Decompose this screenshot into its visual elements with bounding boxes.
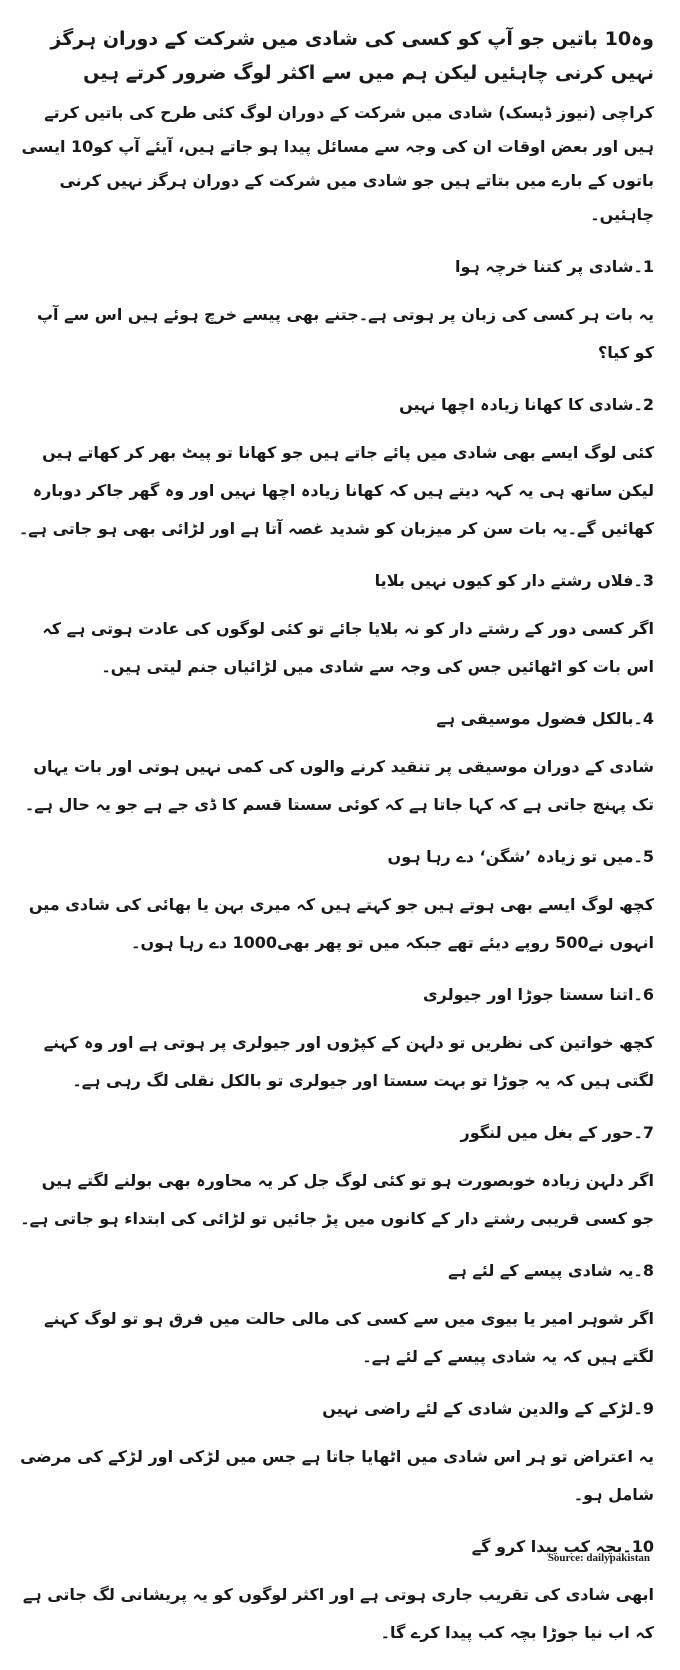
item-heading: 4۔بالکل فضول موسیقی ہے — [436, 709, 654, 728]
item-heading: 9۔لڑکے کے والدین شادی کے لئے راضی نہیں — [322, 1399, 654, 1418]
article — [18, 22, 654, 1670]
list-item — [18, 1118, 654, 1238]
list-item — [18, 980, 654, 1100]
item-body: اگر شوہر امیر یا بیوی میں سے کسی کی مالی حالت میں فرق ہو تو لوگ کہنے لگتے ہیں کہ یہ شادی پیسے کے لئے ہے۔ — [44, 1309, 654, 1366]
list-item — [18, 390, 654, 548]
item-heading: 8۔یہ شادی پیسے کے لئے ہے — [448, 1261, 654, 1280]
item-body: شادی کے دوران موسیقی پر تنقید کرنے والوں کی کمی نہیں ہوتی اور بات یہاں تک پہنچ جاتی ہے کہ کہا جاتا ہے کہ کوئی سستا قسم کا ڈی جے ہے جو یہ حال ہے۔ — [24, 757, 654, 814]
item-body: کئی لوگ ایسے بھی شادی میں پائے جاتے ہیں جو کھانا تو پیٹ بھر کر کھاتے ہیں لیکن ساتھ ہی یہ کہہ دیتے ہیں کہ کھانا زیادہ اچھا نہیں اور وہ گھر جاکر دوبارہ کھائیں گے۔یہ بات سن کر میزبان کو شدید غصہ آتا ہے اور لڑائی بھی ہو جاتی ہے۔ — [18, 443, 654, 538]
item-heading: 2۔شادی کا کھانا زیادہ اچھا نہیں — [399, 395, 654, 414]
list-item — [18, 1532, 654, 1652]
list-item — [18, 1394, 654, 1514]
list-item — [18, 1256, 654, 1376]
item-heading: 5۔میں تو زیادہ ’شگن‘ دے رہا ہوں — [387, 847, 654, 866]
item-body: اگر کسی دور کے رشتے دار کو نہ بلایا جائے تو کئی لوگوں کی عادت ہوتی ہے کہ اس بات کو اٹھائیں جس کی وجہ سے شادی میں لڑائیاں جنم لیتی ہیں۔ — [42, 619, 654, 676]
item-heading: 3۔فلاں رشتے دار کو کیوں نہیں بلایا — [374, 571, 654, 590]
item-body: کچھ خواتین کی نظریں تو دلہن کے کپڑوں اور جیولری پر ہوتی ہے اور وہ کہنے لگتی ہیں کہ یہ جوڑا تو بہت سستا اور جیولری تو بالکل نقلی لگ رہی ہے۔ — [43, 1033, 654, 1090]
item-body: اگر دلہن زیادہ خوبصورت ہو تو کئی لوگ جل کر یہ محاورہ بھی بولنے لگتے ہیں جو کسی قریبی رشتے دار کے کانوں میں پڑ جائیں تو لڑائی کی ابتداء ہو جاتی ہے۔ — [20, 1171, 654, 1228]
list-item — [18, 704, 654, 824]
item-body: کچھ لوگ ایسے بھی ہوتے ہیں جو کہتے ہیں کہ میری بہن یا بھائی کی شادی میں انہوں نے500 روپے دیئے تھے جبکہ میں تو پھر بھی1000 دے رہا ہوں۔ — [28, 895, 654, 952]
list-item — [18, 566, 654, 686]
article-intro: کراچی (نیوز ڈیسک) شادی میں شرکت کے دوران لوگ کئی طرح کی باتیں کرتے ہیں اور بعض اوقات ان کی وجہ سے مسائل پیدا ہو جاتے ہیں، آیئے آپ کو10 ایسی باتوں کے بارے میں بتاتے ہیں جو شادی میں شرکت کے دوران ہرگز نہیں کرنی چاہئیں۔ — [21, 103, 654, 224]
list-item — [18, 842, 654, 962]
item-heading: 7۔حور کے بغل میں لنگور — [460, 1123, 654, 1142]
item-body: یہ اعتراض تو ہر اس شادی میں اٹھایا جاتا ہے جس میں لڑکی اور لڑکے کی مرضی شامل ہو۔ — [20, 1447, 654, 1504]
list-item — [18, 252, 654, 372]
item-body: ابھی شادی کی تقریب جاری ہوتی ہے اور اکثر لوگوں کو یہ پریشانی لگ جاتی ہے کہ اب نیا جوڑا بچہ کب پیدا کرے گا۔ — [22, 1585, 654, 1642]
source-credit: Source: dailypakistan — [547, 1552, 650, 1564]
item-body: یہ بات ہر کسی کی زبان پر ہوتی ہے۔جتنے بھی پیسے خرچ ہوئے ہیں اس سے آپ کو کیا؟ — [36, 305, 654, 362]
article-title: وہ10 باتیں جو آپ کو کسی کی شادی میں شرکت کے دوران ہرگز نہیں کرنی چاہئیں لیکن ہم میں سے اکثر لوگ ضرور کرتے ہیں — [50, 28, 654, 84]
item-heading: 1۔شادی پر کتنا خرچہ ہوا — [454, 257, 654, 276]
item-heading: 6۔اتنا سستا جوڑا اور جیولری — [423, 985, 654, 1004]
item-heading: 10۔بچہ کب پیدا کرو گے — [471, 1537, 654, 1556]
